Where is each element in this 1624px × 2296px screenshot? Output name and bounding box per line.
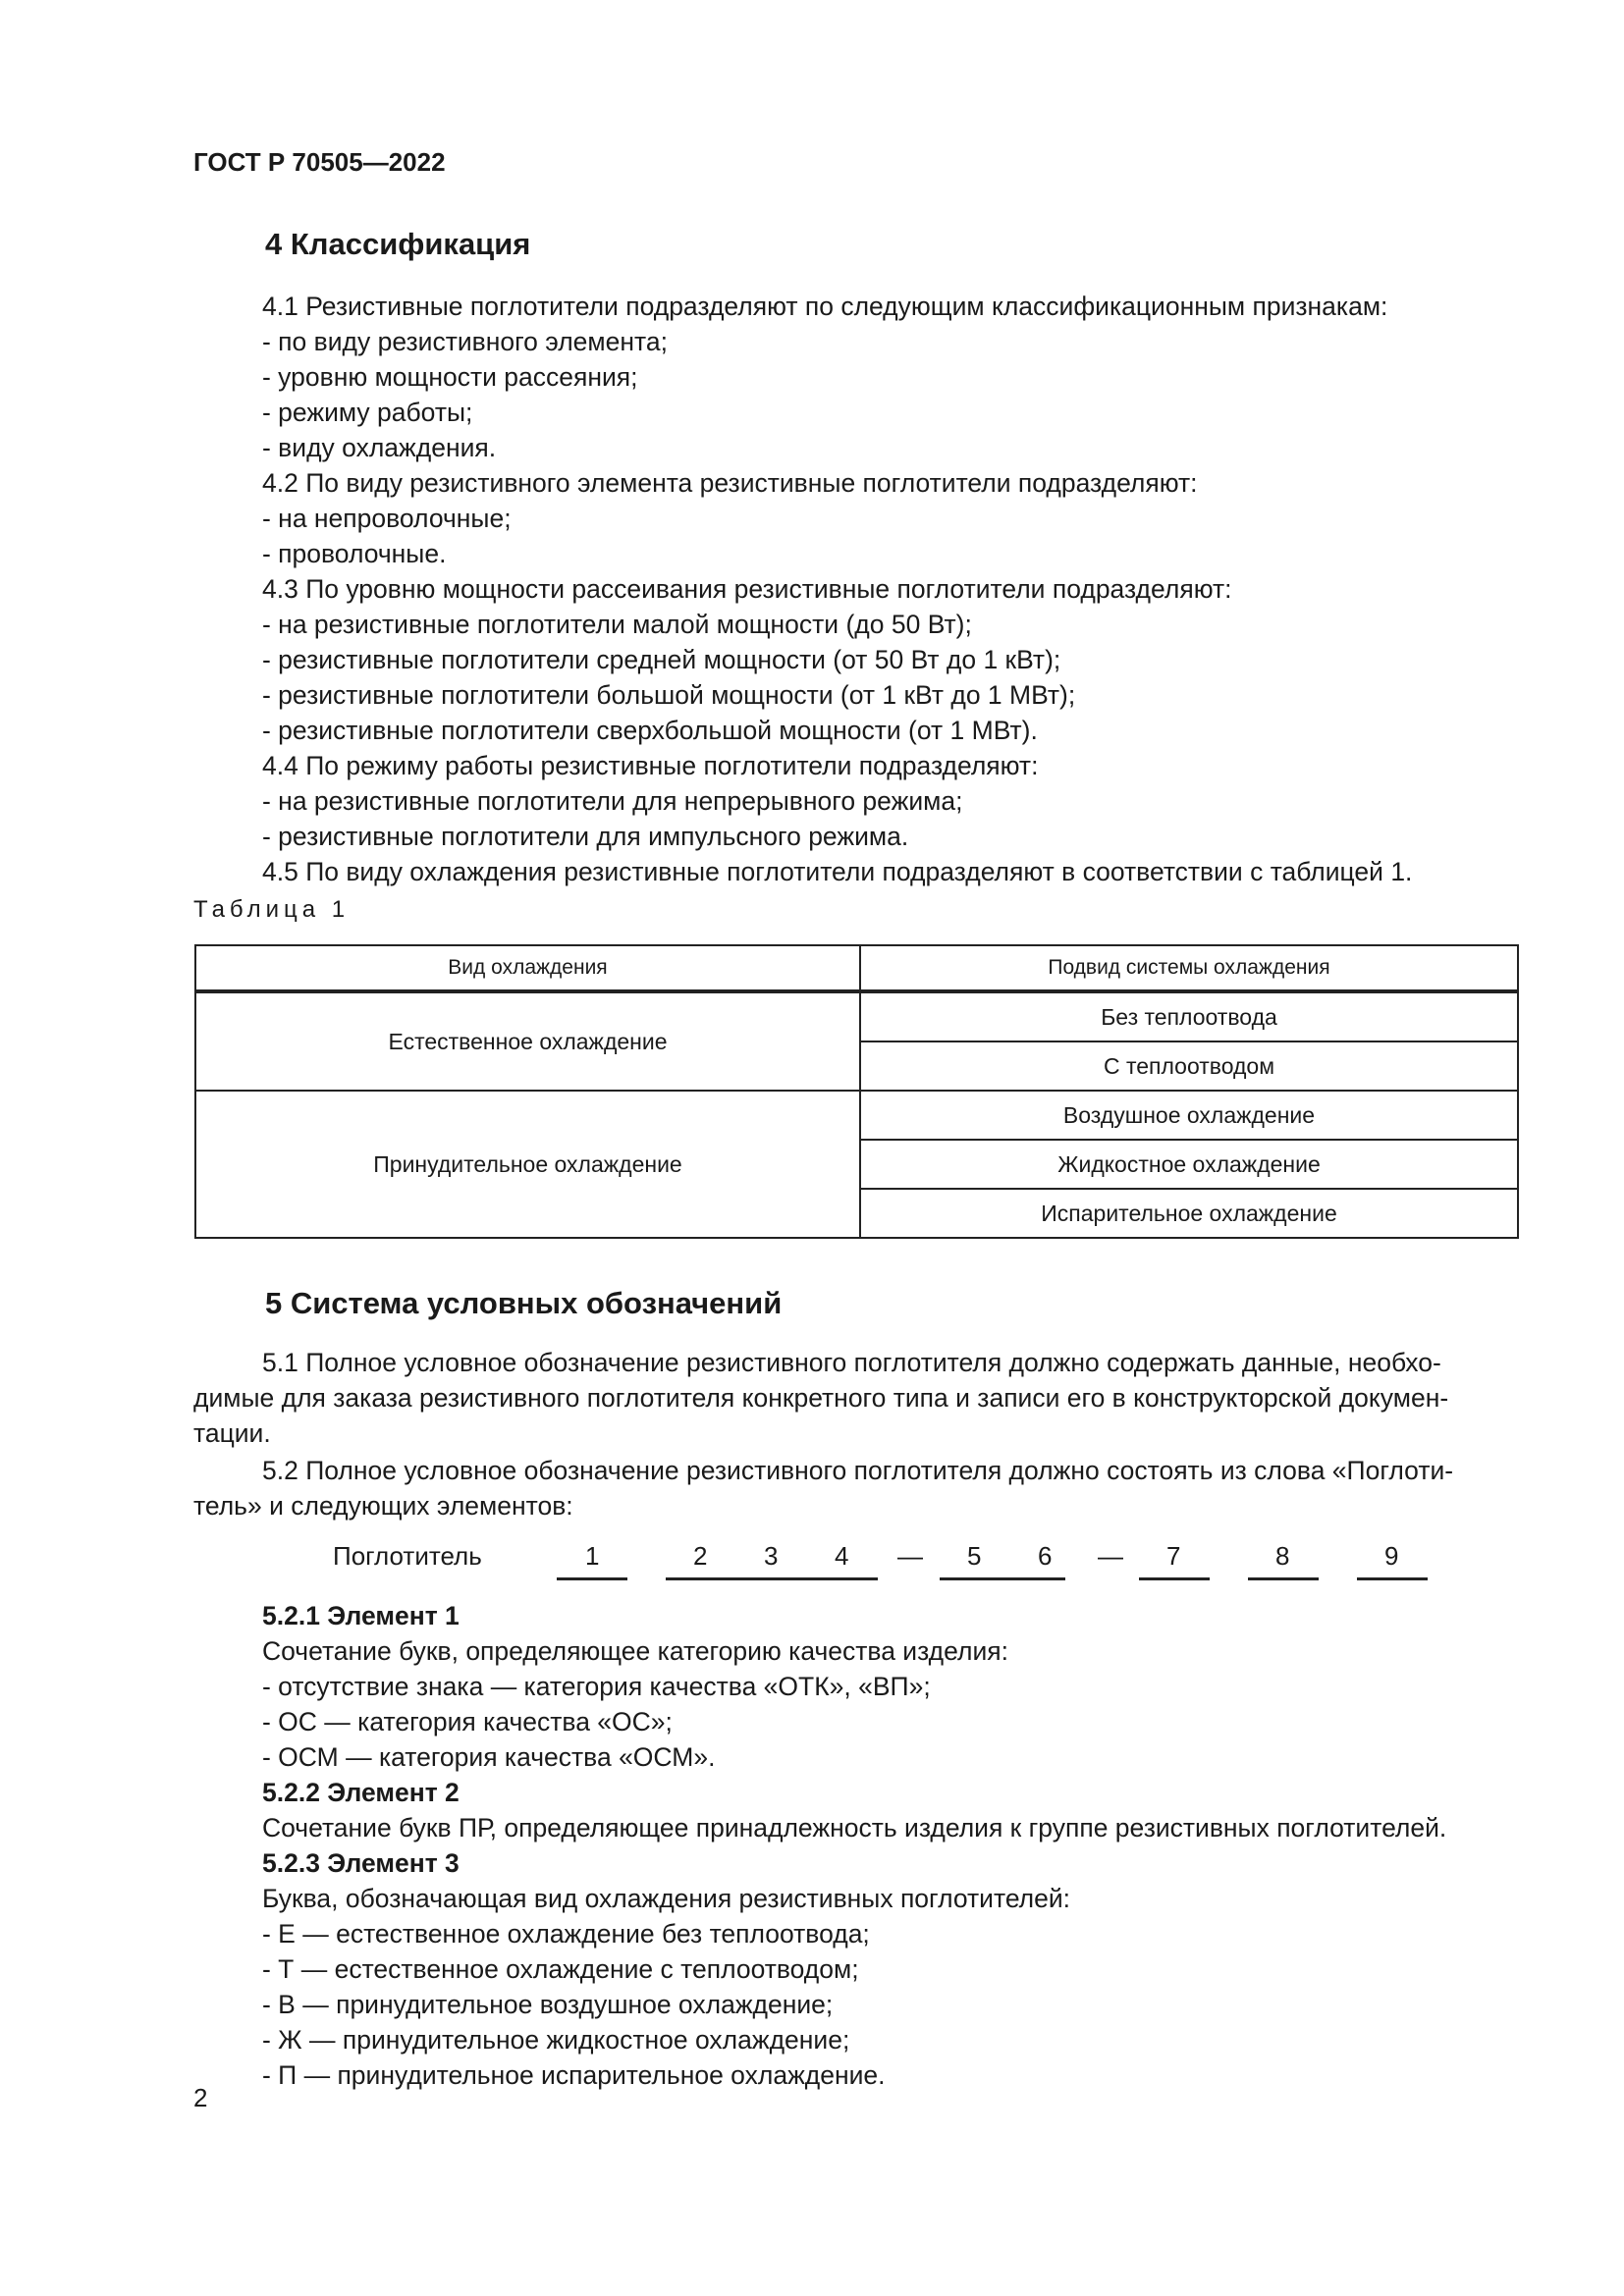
list-item: - ОС — категория качества «ОС»;: [262, 1707, 673, 1736]
section-4-title: 4 Классификация: [265, 227, 531, 261]
table-cell: Воздушное охлаждение: [860, 1091, 1518, 1140]
section-5-title: 5 Система условных обозначений: [265, 1286, 783, 1320]
designation-dash: —: [1098, 1541, 1123, 1571]
designation-underline: [1248, 1577, 1319, 1580]
list-item: - виду охлаждения.: [262, 433, 497, 462]
list-item: - П — принудительное испарительное охлаждение.: [262, 2060, 886, 2090]
paragraph-line: 4.1 Резистивные поглотители подразделяют по следующим классификационным признакам:: [262, 292, 1388, 321]
list-item: - режиму работы;: [262, 398, 473, 427]
list-item: - на резистивные поглотители малой мощности (до 50 Вт);: [262, 610, 972, 639]
designation-underline: [1357, 1577, 1428, 1580]
designation-item: 1: [585, 1541, 600, 1571]
designation-item: 6: [1038, 1541, 1053, 1571]
list-item: - резистивные поглотители для импульсного режима.: [262, 822, 909, 851]
table-cell-group: Принудительное охлаждение: [195, 1091, 860, 1238]
page-number: 2: [193, 2083, 208, 2112]
designation-item: 8: [1275, 1541, 1290, 1571]
list-item: - Ж — принудительное жидкостное охлаждение;: [262, 2025, 850, 2055]
table-cell: Испарительное охлаждение: [860, 1189, 1518, 1238]
paragraph-line: тации.: [193, 1418, 271, 1448]
paragraph-line: 4.5 По виду охлаждения резистивные поглотители подразделяют в соответствии с таблицей 1.: [262, 857, 1413, 886]
table-cell-group: Естественное охлаждение: [195, 991, 860, 1091]
subsection-title: 5.2.1 Элемент 1: [262, 1601, 460, 1630]
table-cell: С теплоотводом: [860, 1041, 1518, 1091]
paragraph-line: 4.4 По режиму работы резистивные поглотители подразделяют:: [262, 751, 1039, 780]
designation-item: 9: [1384, 1541, 1399, 1571]
list-item: - Е — естественное охлаждение без теплоотвода;: [262, 1919, 870, 1949]
paragraph-line: тель» и следующих элементов:: [193, 1491, 573, 1521]
standard-header: ГОСТ Р 70505—2022: [193, 147, 446, 177]
list-item: - ОСМ — категория качества «ОСМ».: [262, 1742, 716, 1772]
designation-underline: [940, 1577, 1065, 1580]
paragraph-line: Сочетание букв ПР, определяющее принадлежность изделия к группе резистивных поглотителей.: [262, 1813, 1447, 1842]
list-item: - уровню мощности рассеяния;: [262, 362, 638, 392]
designation-item: 4: [835, 1541, 849, 1571]
paragraph-line: Буква, обозначающая вид охлаждения резистивных поглотителей:: [262, 1884, 1071, 1913]
paragraph-line: 5.1 Полное условное обозначение резистивного поглотителя должно содержать данные, необхо-: [262, 1348, 1441, 1377]
list-item: - Т — естественное охлаждение с теплоотводом;: [262, 1954, 859, 1984]
designation-underline: [666, 1577, 878, 1580]
designation-item: 3: [764, 1541, 779, 1571]
cooling-table: [194, 944, 1519, 1239]
designation-scheme: [0, 1533, 1624, 1582]
list-item: - на непроволочные;: [262, 504, 512, 533]
table-header-cell: Подвид системы охлаждения: [860, 945, 1518, 991]
subsection-title: 5.2.3 Элемент 3: [262, 1848, 460, 1878]
designation-item: 5: [967, 1541, 982, 1571]
list-item: - резистивные поглотители большой мощности (от 1 кВт до 1 МВт);: [262, 680, 1076, 710]
list-item: - проволочные.: [262, 539, 447, 568]
table-cell: Жидкостное охлаждение: [860, 1140, 1518, 1189]
paragraph-line: димые для заказа резистивного поглотителя конкретного типа и записи его в конструкторской докумен-: [193, 1383, 1449, 1413]
subsection-title: 5.2.2 Элемент 2: [262, 1778, 460, 1807]
table-caption: Таблица 1: [193, 896, 351, 923]
list-item: - резистивные поглотители сверхбольшой мощности (от 1 МВт).: [262, 716, 1038, 745]
paragraph-line: 4.2 По виду резистивного элемента резистивные поглотители подразделяют:: [262, 468, 1198, 498]
table-cell: Без теплоотвода: [860, 991, 1518, 1041]
table-header-cell: Вид охлаждения: [195, 945, 860, 991]
paragraph-line: 4.3 По уровню мощности рассеивания резистивные поглотители подразделяют:: [262, 574, 1232, 604]
designation-underline: [557, 1577, 627, 1580]
paragraph-line: Сочетание букв, определяющее категорию качества изделия:: [262, 1636, 1008, 1666]
designation-word: Поглотитель: [333, 1541, 482, 1571]
designation-dash: —: [897, 1541, 923, 1571]
list-item: - резистивные поглотители средней мощности (от 50 Вт до 1 кВт);: [262, 645, 1061, 674]
designation-underline: [1139, 1577, 1210, 1580]
list-item: - на резистивные поглотители для непрерывного режима;: [262, 786, 963, 816]
list-item: - по виду резистивного элемента;: [262, 327, 668, 356]
list-item: - отсутствие знака — категория качества «ОТК», «ВП»;: [262, 1672, 931, 1701]
designation-item: 2: [693, 1541, 708, 1571]
designation-item: 7: [1166, 1541, 1181, 1571]
paragraph-line: 5.2 Полное условное обозначение резистивного поглотителя должно состоять из слова «Поглоти-: [262, 1456, 1454, 1485]
list-item: - В — принудительное воздушное охлаждение;: [262, 1990, 834, 2019]
